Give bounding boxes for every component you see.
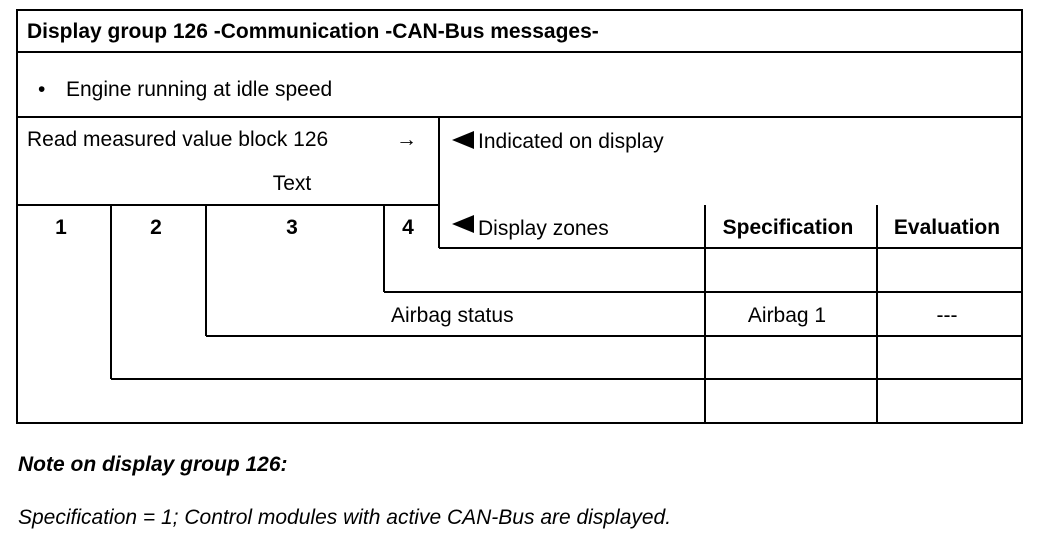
zone-number-2: 2 <box>150 216 162 239</box>
pointer-triangle-icon <box>452 215 474 233</box>
read-block-arrow-icon: → <box>396 128 417 151</box>
indicated-label: Indicated on display <box>478 130 664 153</box>
text-label: Text <box>272 172 312 195</box>
pointer-triangle-icon <box>452 131 474 149</box>
row-evaluation-airbag: --- <box>936 304 958 327</box>
zone-number-3: 3 <box>286 216 298 239</box>
condition-bullet: • <box>38 78 46 101</box>
row-label-airbag-status: Airbag status <box>391 304 514 327</box>
condition-text: Engine running at idle speed <box>66 78 333 101</box>
note-title: Note on display group 126: <box>18 453 288 476</box>
zone-number-1: 1 <box>55 216 67 239</box>
note-text: Specification = 1; Control modules with active CAN-Bus are displayed. <box>18 506 672 529</box>
table-title: Display group 126 -Communication -CAN-Bus messages- <box>27 20 599 43</box>
display-zones-label: Display zones <box>478 217 609 240</box>
read-block-label: Read measured value block 126 <box>27 128 329 151</box>
row-specification-airbag: Airbag 1 <box>747 304 827 327</box>
evaluation-header: Evaluation <box>893 216 1001 239</box>
specification-header: Specification <box>722 216 854 239</box>
zone-number-4: 4 <box>402 216 414 239</box>
